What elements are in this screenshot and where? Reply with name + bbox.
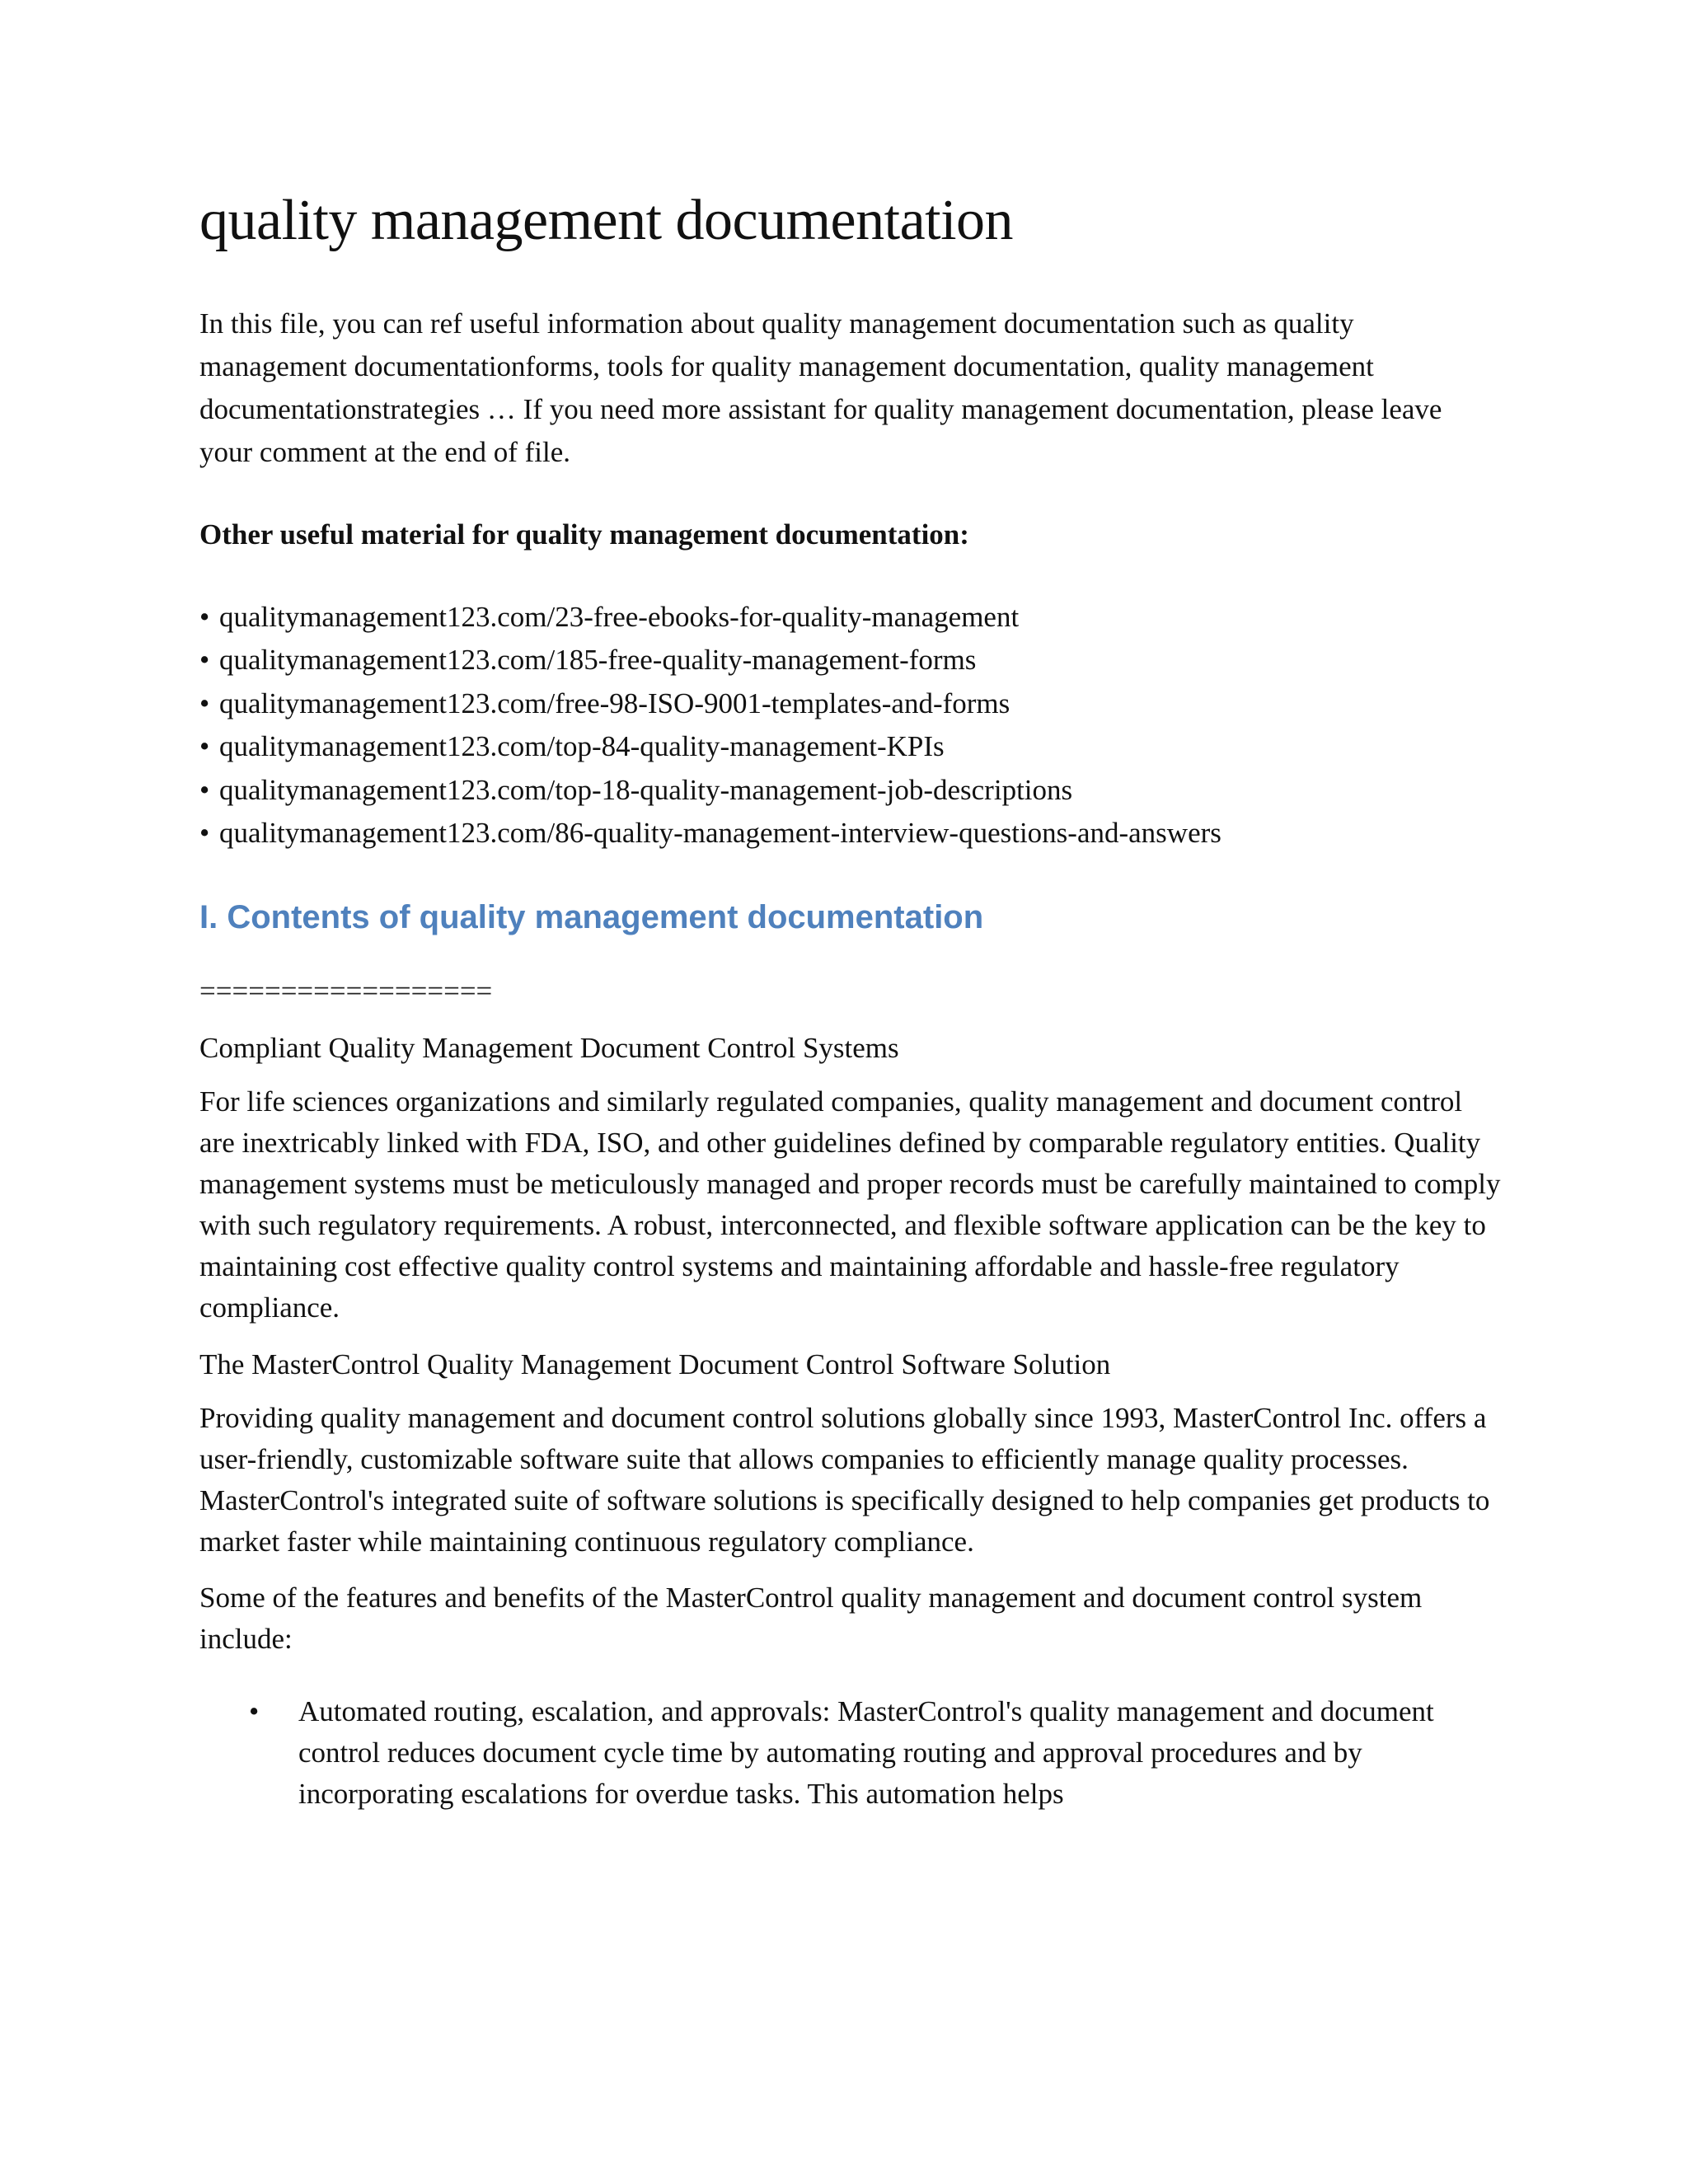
divider-line: ==================	[199, 974, 493, 1007]
material-heading: Other useful material for quality management documentation:	[199, 518, 969, 551]
bullet-icon: •	[249, 1694, 260, 1727]
link-text: qualitymanagement123.com/185-free-quality-management-forms	[219, 644, 977, 676]
features-intro: Some of the features and benefits of the MasterControl quality management and document control system include:	[199, 1581, 1423, 1655]
document-content	[199, 188, 1502, 1815]
link-text: qualitymanagement123.com/top-84-quality-management-KPIs	[219, 730, 945, 762]
list-item	[199, 769, 1502, 813]
bullet-icon: •	[199, 730, 210, 762]
intro-paragraph: In this file, you can ref useful information about quality management documentation such as quality management documentationforms, tools for quality management documentation, quality management documentationstrategies … If you need more assistant for quality management documentation, please leave your comment at the end of file.	[199, 307, 1442, 468]
page-title: quality management documentation	[199, 189, 1014, 252]
features-list	[199, 1691, 1502, 1815]
feature-text: Automated routing, escalation, and approvals: MasterControl's quality management and document control reduces document cycle time by automating routing and approval procedures and by incorporating escalations for overdue tasks. This automation helps	[298, 1694, 1434, 1810]
bullet-icon: •	[199, 644, 210, 676]
subheading-mastercontrol-solution: The MasterControl Quality Management Document Control Software Solution	[199, 1347, 1111, 1380]
bullet-icon: •	[199, 773, 210, 806]
link-text: qualitymanagement123.com/top-18-quality-management-job-descriptions	[219, 773, 1073, 806]
list-item	[199, 812, 1502, 855]
bullet-icon: •	[199, 600, 210, 633]
link-text: qualitymanagement123.com/86-quality-management-interview-questions-and-answers	[219, 817, 1221, 849]
paragraph-life-sciences: For life sciences organizations and similarly regulated companies, quality management and document control are inextricably linked with FDA, ISO, and other guidelines defined by comparable regulatory entities. Quality management systems must be meticulously managed and proper records must be carefully maintained to comply with such regulatory requirements. A robust, interconnected, and flexible software application can be the key to maintaining cost effective quality control systems and maintaining affordable and hassle-free regulatory compliance.	[199, 1085, 1501, 1324]
list-item	[199, 682, 1502, 726]
bullet-icon: •	[199, 817, 210, 849]
list-item	[199, 639, 1502, 682]
link-text: qualitymanagement123.com/free-98-ISO-9001-templates-and-forms	[219, 687, 1010, 719]
paragraph-mastercontrol: Providing quality management and document control solutions globally since 1993, MasterControl Inc. offers a user-friendly, customizable software suite that allows companies to efficiently manage quality processes. MasterControl's integrated suite of software solutions is specifically designed to help companies get products to market faster while maintaining continuous regulatory compliance.	[199, 1401, 1490, 1558]
section-heading: I. Contents of quality management documentation	[199, 898, 984, 935]
list-item	[199, 596, 1502, 640]
link-text: qualitymanagement123.com/23-free-ebooks-for-quality-management	[219, 600, 1020, 633]
list-item	[199, 725, 1502, 769]
bullet-icon: •	[199, 687, 210, 719]
useful-links-list	[199, 596, 1502, 855]
list-item	[199, 1691, 1502, 1815]
subheading-compliant-systems: Compliant Quality Management Document Control Systems	[199, 1031, 899, 1064]
